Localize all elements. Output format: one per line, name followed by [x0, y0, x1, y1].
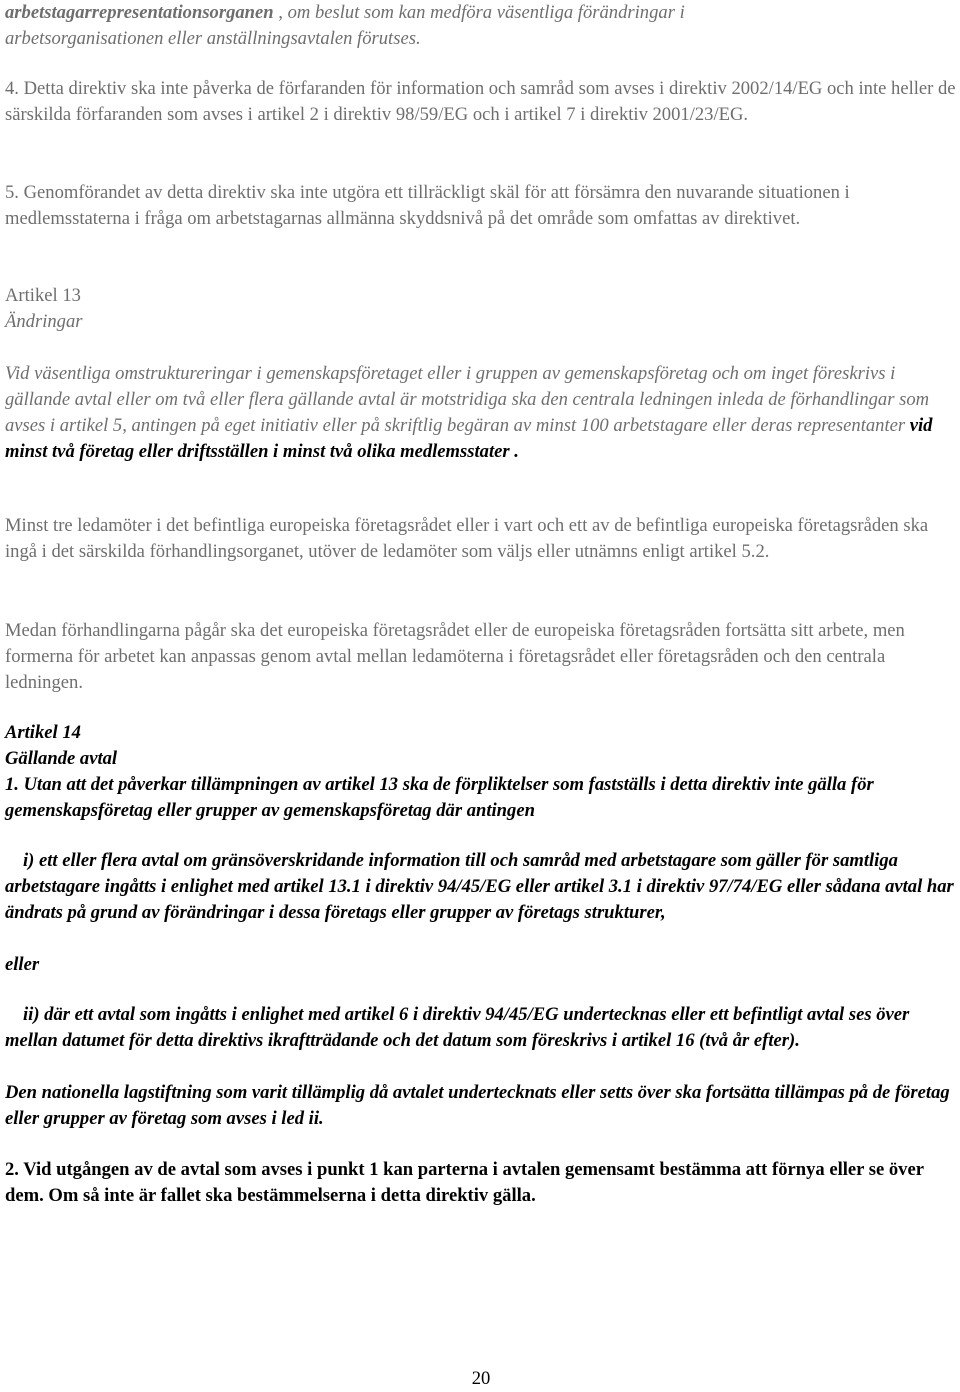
- article-14-heading: Artikel 14: [5, 722, 81, 743]
- article-14-paragraph-1: 1. Utan att det påverkar tillämpningen av artikel 13 ska de förpliktelser som fastställs i detta direktiv inte gälla för gemenskapsföretag eller grupper av gemenskapsföretag där antingen: [5, 774, 874, 821]
- article-13-subheading: Ändringar: [5, 311, 83, 332]
- paragraph-continuation: arbetstagarrepresentationsorganen , om beslut som kan medföra väsentliga förändringar i arbetsorganisationen eller anställningsavtalen förutses.: [5, 2, 685, 49]
- article-13-paragraph-2: Minst tre ledamöter i det befintliga europeiska företagsrådet eller i vart och ett av de befintliga europeiska företagsråden ska ingå i det särskilda förhandlingsorganet, utöver de ledamöter som väljs eller utnämns enligt artikel 5.2.: [5, 515, 929, 562]
- article-13-paragraph-1: Vid väsentliga omstruktureringar i gemenskapsföretaget eller i gruppen av gemenskapsföretag och om inget föreskrivs i gällande avtal eller om två eller flera gällande avtal är motstridiga ska den centrala ledningen inleda de förhandlingar som avses i artikel 5, antingen på eget initiativ eller på skriftlig begäran av minst 100 arbetstagare eller deras representanter vid minst två företag eller driftsställen i minst två olika medlemsstater .: [5, 363, 933, 462]
- article-13-heading: Artikel 13: [5, 285, 81, 306]
- paragraph-5: 5. Genomförandet av detta direktiv ska inte utgöra ett tillräckligt skäl för att försämra den nuvarande situationen i medlemsstaterna i fråga om arbetstagarnas allmänna skyddsnivå på det område som omfattas av direktivet.: [5, 182, 850, 229]
- paragraph-4: 4. Detta direktiv ska inte påverka de förfaranden för information och samråd som avses i direktiv 2002/14/EG och inte heller de särskilda förfaranden som avses i artikel 2 i direktiv 98/59/EG och i artikel 7 i direktiv 2001/23/EG.: [5, 78, 956, 125]
- article-14-subheading: Gällande avtal: [5, 748, 118, 769]
- article-14-item-ii: ii) där ett avtal som ingåtts i enlighet med artikel 6 i direktiv 94/45/EG undertecknas eller ett befintligt avtal ses över mellan datumet för detta direktivs ikraftträdande och det datum som föreskrivs i artikel 16 (två år efter).: [5, 1004, 910, 1051]
- page-number: 20: [471, 1368, 491, 1389]
- article-14-paragraph-2: 2. Vid utgången av de avtal som avses i punkt 1 kan parterna i avtalen gemensamt bestämma att förnya eller se över dem. Om så inte är fallet ska bestämmelserna i detta direktiv gälla.: [5, 1159, 924, 1206]
- article-14-item-i: i) ett eller flera avtal om gränsöverskridande information till och samråd med arbetstagare som gäller för samtliga arbetstagare ingåtts i enlighet med artikel 13.1 i direktiv 94/45/EG eller artikel 3.1 i direktiv 97/74/EG eller sådana avtal har ändrats på grund av förändringar i dessa företags eller grupper av företags strukturer,: [5, 850, 954, 923]
- organ-term: arbetstagarrepresentationsorganen: [5, 2, 274, 23]
- article-14-or: eller: [5, 954, 40, 975]
- document-page: [5, 0, 957, 1390]
- article-14-national-law-paragraph: Den nationella lagstiftning som varit tillämplig då avtalet undertecknats eller setts över ska fortsätta tillämpas på de företag eller grupper av företag som avses i led ii.: [5, 1082, 950, 1129]
- article-13-paragraph-3: Medan förhandlingarna pågår ska det europeiska företagsrådet eller de europeiska företagsråden fortsätta sitt arbete, men formerna för arbetet kan anpassas genom avtal mellan ledamöterna i företagsrådet eller företagsråden och den centrala ledningen.: [5, 620, 905, 693]
